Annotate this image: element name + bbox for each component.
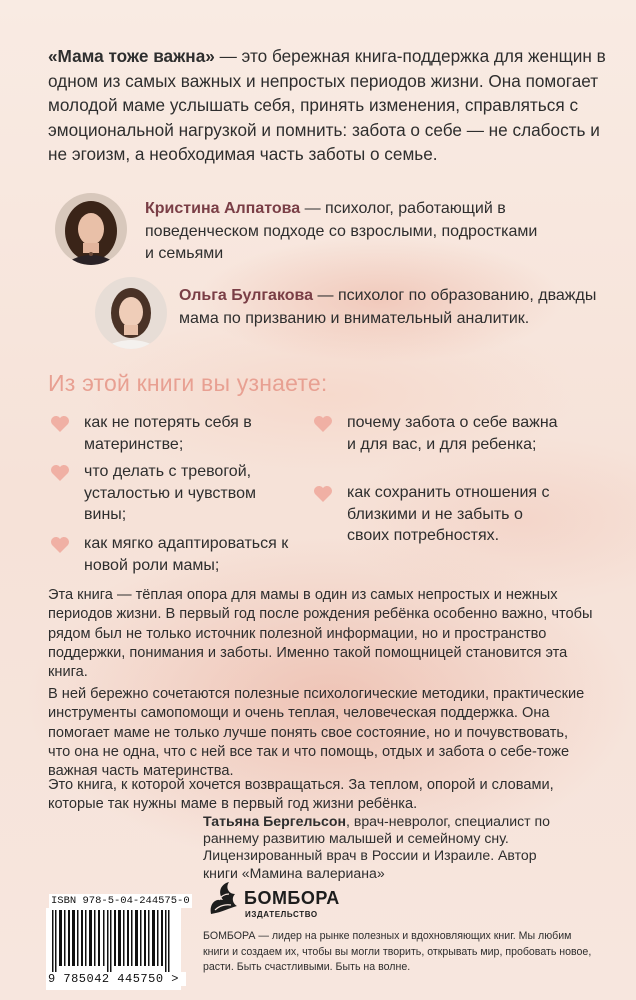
heart-icon	[313, 485, 333, 503]
barcode-number: 9 785042 445750 >	[46, 972, 186, 986]
learn-item	[313, 482, 563, 547]
intro-paragraph	[48, 44, 608, 167]
heart-icon	[50, 464, 70, 482]
author-name-olga: Ольга Булгакова	[179, 287, 314, 304]
author-name-kristina: Кристина Алпатова	[145, 200, 301, 217]
learn-item	[50, 533, 290, 576]
body-paragraph: Эта книга — тёплая опора для мамы в один из самых непростых и нежных периодов жизни. В первый год после рождения ребёнка особенно важно, чтобы рядом был не только источник полезной информации, но и пространство поддержки, понимания и заботы. Именно такой помощницей становится эта книга.	[48, 587, 593, 681]
author-bio-olga	[179, 285, 609, 330]
body-paragraph: В ней бережно сочетаются полезные психологические методики, практические инструменты самопомощи и очень теплая, человеческая поддержка. Она помогает маме не только лучше понять свое состояние, но и почувствовать, что она не одна, что с ней все так и что помощь, отдых и забота о себе-тоже важная часть материнства.	[48, 686, 585, 780]
book-title: «Мама тоже важна»	[48, 46, 215, 66]
heart-icon	[50, 536, 70, 554]
heart-icon	[313, 415, 333, 433]
learn-item-text: что делать с тревогой, усталостью и чувством вины;	[84, 463, 256, 523]
quote-signature	[203, 813, 563, 882]
publisher-description: БОМБОРА — лидер на рынке полезных и вдохновляющих книг. Мы любим книги и создаем их, чтобы вы могли творить, открывать мир, пробовать новое, расти. Быть счастливыми. Быть на волне.	[203, 930, 592, 974]
learn-item	[50, 412, 280, 455]
intro-text: — это бережная книга-поддержка для женщин в одном из самых важных и непростых периодов жизни. Она помогает молодой маме услышать себя, принять изменения, справляться с эмоциональной нагрузкой и помнить: забота о себе — не слабость и не эгоизм, а необходимая часть заботы о семье.	[48, 46, 606, 164]
author-kristina	[55, 193, 545, 266]
publisher-logo-name: БОМБОРА	[244, 888, 340, 908]
author-description-kristina: — психолог, работающий в поведенческом подходе со взрослыми, подростками и семьями	[145, 200, 538, 262]
quote-author-name: Татьяна Бергельсон	[203, 813, 347, 829]
body-paragraph: Это книга, к которой хочется возвращаться. За теплом, опорой и словами, которые так нужны маме в первый год жизни ребёнка.	[48, 777, 554, 813]
quote-author-description: , врач-невролог, специалист по раннему развитию малышей и семейному сну. Лицензированный врач в России и Израиле. Автор книги «Мамина валериана»	[203, 813, 550, 881]
bombora-logo-icon	[205, 878, 241, 918]
author-photo-kristina	[55, 193, 127, 265]
author-olga	[95, 277, 609, 349]
learn-item-text: почему забота о себе важна и для вас, и для ребенка;	[347, 414, 558, 453]
learn-item-text: как мягко адаптироваться к новой роли мамы;	[84, 535, 289, 574]
barcode-bars	[46, 908, 181, 972]
learn-item-text: как сохранить отношения с близкими и не забыть о своих потребностях.	[347, 484, 550, 544]
learn-item-text: как не потерять себя в материнстве;	[84, 414, 252, 453]
heart-icon	[50, 415, 70, 433]
isbn: ISBN 978-5-04-244575-0	[51, 895, 190, 907]
publisher-logo-sub: ИЗДАТЕЛЬСТВО	[245, 910, 318, 919]
learn-item	[313, 412, 563, 455]
learn-item	[50, 461, 280, 526]
learn-heading: Из этой книги вы узнаете:	[48, 370, 328, 396]
author-photo-olga	[95, 277, 167, 349]
author-description-olga: — психолог по образованию, дважды мама по призванию и внимательный аналитик.	[179, 287, 597, 327]
author-bio-kristina	[145, 198, 545, 266]
